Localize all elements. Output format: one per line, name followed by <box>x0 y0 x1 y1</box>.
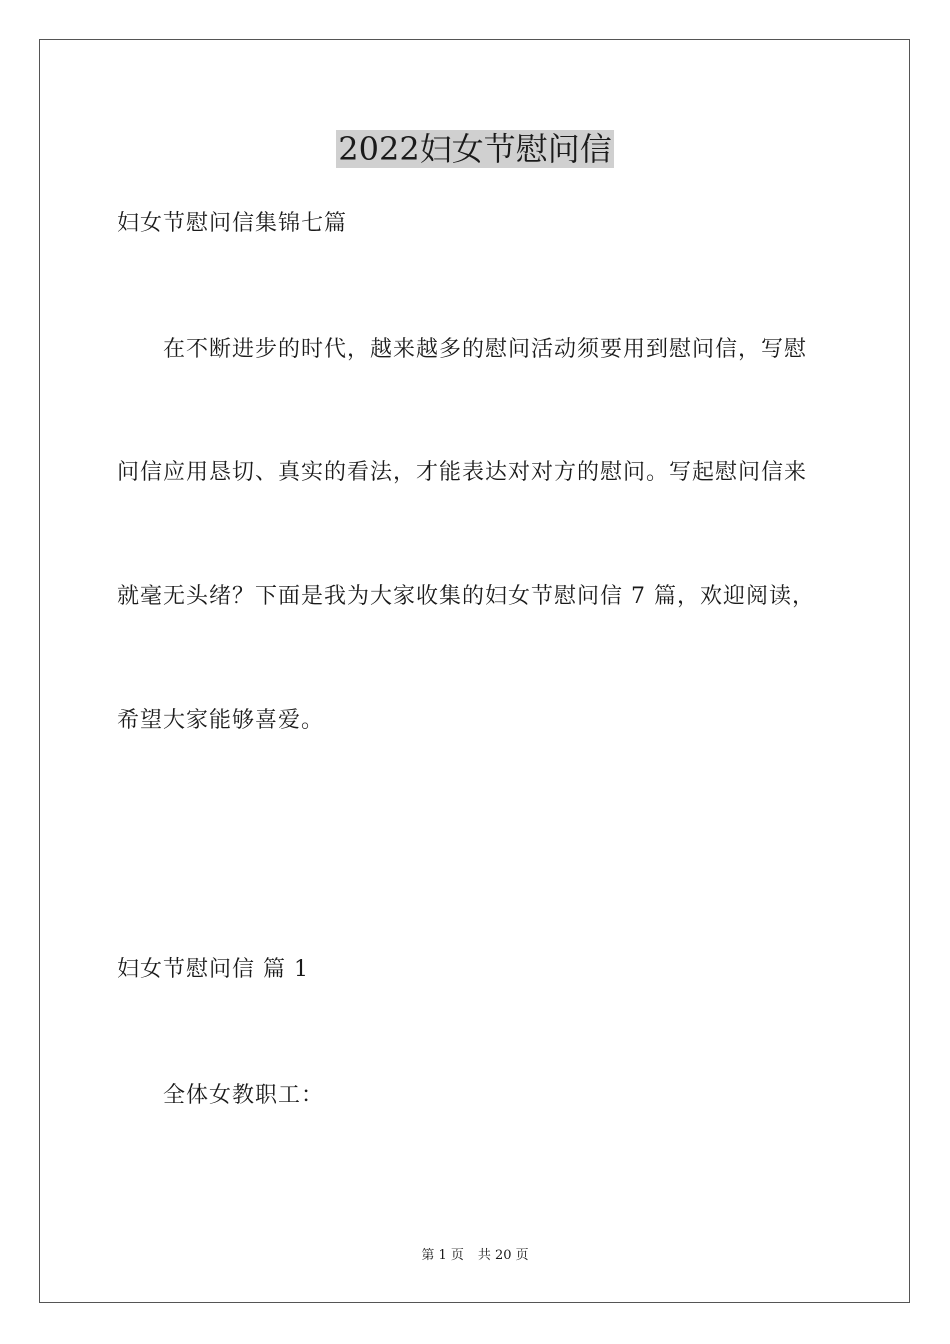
intro-line-4: 希望大家能够喜爱。 <box>117 708 325 733</box>
page-number: 第 1 页 <box>421 1248 464 1263</box>
document-subtitle: 妇女节慰问信集锦七篇 <box>117 211 348 236</box>
intro-line-3: 就毫无头绪？下面是我为大家收集的妇女节慰问信 7 篇，欢迎阅读， <box>117 584 815 609</box>
intro-line-2: 问信应用恳切、真实的看法，才能表达对对方的慰问。写起慰问信来 <box>117 460 808 485</box>
intro-line-1: 在不断进步的时代，越来越多的慰问活动须要用到慰问信，写慰 <box>163 337 808 362</box>
salutation: 全体女教职工： <box>163 1083 325 1108</box>
document-title-text: 2022妇女节慰问信 <box>338 130 612 168</box>
document-title <box>0 127 950 171</box>
page-footer <box>0 1247 950 1265</box>
section-heading: 妇女节慰问信 篇 1 <box>117 957 309 982</box>
page-total: 共 20 页 <box>477 1248 529 1263</box>
